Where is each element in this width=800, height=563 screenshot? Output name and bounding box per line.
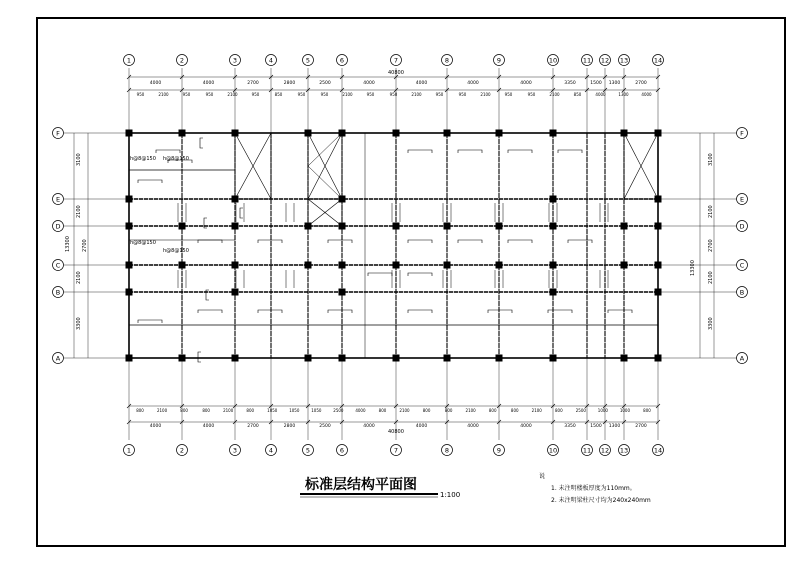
grid-bubble-bottom: 6 — [339, 446, 345, 455]
grid-bubble-bottom: 4 — [268, 446, 274, 455]
column — [655, 355, 662, 362]
rebar-mark — [408, 273, 432, 276]
bottom-segment-dim: 1000 — [619, 408, 631, 413]
grid-bubble-left: D — [55, 222, 61, 231]
column — [550, 262, 557, 269]
bottom-segment-dim: 1050 — [289, 408, 300, 413]
drawing-title: 标准层结构平面图 — [305, 477, 417, 493]
rebar-mark — [408, 150, 432, 153]
grid-bubble-right: F — [740, 129, 744, 138]
column — [126, 196, 133, 203]
top-segment-dim: 2100 — [227, 92, 238, 97]
bottom-segment-dim: 800 — [488, 408, 497, 413]
column — [496, 130, 503, 137]
column — [655, 289, 662, 296]
grid-bubble-top: 2 — [179, 56, 185, 65]
plan-details — [138, 133, 658, 362]
grid-bubble-right: B — [739, 288, 745, 297]
grid-bubble-left: C — [55, 261, 61, 270]
drawing-frame — [37, 18, 785, 546]
bottom-segment-dim: 800 — [378, 408, 387, 413]
bottom-segment-dim: 800 — [444, 408, 453, 413]
column — [444, 262, 451, 269]
column — [126, 355, 133, 362]
grid-bubble-bottom: 1 — [126, 446, 132, 455]
bottom-bay-dim: 2800 — [283, 424, 296, 429]
grid-bubbles — [53, 55, 748, 456]
note-1: 1. 未注明楼板厚度为110mm。 — [551, 485, 636, 492]
rebar-mark — [198, 240, 222, 243]
top-bay-dim: 2800 — [283, 81, 296, 86]
rebar-mark — [138, 180, 162, 183]
bottom-segment-dim: 800 — [136, 408, 144, 413]
left-row-dim: 3100 — [76, 153, 82, 166]
bottom-segment-dim: 1050 — [267, 408, 278, 413]
column — [444, 355, 451, 362]
bottom-segment-dim: 800 — [422, 408, 431, 413]
column — [621, 262, 628, 269]
bracket-mark — [200, 138, 203, 148]
rebar-mark — [558, 150, 582, 153]
top-segment-dim: 2100 — [342, 92, 353, 97]
bottom-segment-dim: 800 — [554, 408, 563, 413]
column — [496, 355, 503, 362]
top-bay-dim: 1300 — [608, 81, 621, 86]
bracket-mark — [240, 208, 243, 218]
rebar-mark — [408, 310, 432, 313]
top-segment-dim: 950 — [504, 92, 513, 97]
column — [655, 262, 662, 269]
bottom-segment-dim: 800 — [202, 408, 210, 413]
column — [232, 355, 239, 362]
grid-bubble-bottom: 8 — [444, 446, 450, 455]
top-segment-dim: 2100 — [480, 92, 491, 97]
column — [305, 262, 312, 269]
rebar-mark — [568, 240, 592, 243]
column — [232, 262, 239, 269]
column — [550, 223, 557, 230]
grid-bubble-bottom: 2 — [179, 446, 185, 455]
top-bay-dim: 1500 — [590, 81, 602, 86]
top-segment-dim: 850 — [573, 92, 582, 97]
rebar-mark — [508, 240, 532, 243]
rebar-mark — [508, 150, 532, 153]
top-segment-dim: 950 — [205, 92, 214, 97]
grid-bubble-top: 12 — [600, 56, 610, 65]
top-segment-dim: 950 — [182, 92, 191, 97]
top-segment-dim: 4000 — [595, 92, 606, 97]
grid-bubble-top: 14 — [653, 56, 663, 65]
top-segment-dim: 1300 — [618, 92, 629, 97]
top-segment-dim: 2100 — [411, 92, 422, 97]
bottom-bay-dim: 4000 — [520, 424, 532, 429]
bottom-bay-dim: 3350 — [564, 424, 576, 429]
left-row-dim: 2100 — [76, 271, 82, 284]
bottom-segment-dim: 1050 — [311, 408, 322, 413]
rebar-mark — [258, 240, 282, 243]
column — [550, 196, 557, 203]
column — [496, 262, 503, 269]
top-bay-dim: 4000 — [363, 81, 375, 86]
rebar-mark — [488, 310, 512, 313]
top-bay-dim: 2700 — [635, 81, 647, 86]
bottom-bay-dim: 4000 — [415, 424, 428, 429]
bottom-segment-dim: 800 — [246, 408, 255, 413]
left-row-dim: 2100 — [76, 205, 82, 218]
column — [126, 130, 133, 137]
rebar-mark — [608, 310, 632, 313]
top-segment-dim: 950 — [458, 92, 467, 97]
column — [305, 355, 312, 362]
grid-bubble-top: 1 — [126, 56, 132, 65]
column — [393, 223, 400, 230]
grid-bubble-left: E — [55, 195, 61, 204]
grid-bubble-bottom: 9 — [496, 446, 502, 455]
bottom-bay-dim: 4000 — [202, 424, 215, 429]
rebar-mark — [458, 240, 482, 243]
column — [444, 223, 451, 230]
column — [621, 355, 628, 362]
top-bay-dim: 4000 — [415, 81, 428, 86]
right-row-dim: 2100 — [708, 205, 714, 218]
grid-bubble-bottom: 12 — [600, 446, 610, 455]
rebar-mark — [548, 310, 572, 313]
grid-bubble-right: E — [739, 195, 745, 204]
grid-bubble-bottom: 11 — [582, 446, 592, 455]
bottom-segment-dim: 800 — [510, 408, 519, 413]
grid-bubble-bottom: 10 — [548, 446, 558, 455]
column — [232, 289, 239, 296]
left-row-dim: 2700 — [82, 239, 88, 252]
bottom-segment-dim: 1000 — [597, 408, 608, 413]
top-segment-dim: 950 — [366, 92, 375, 97]
rebar-mark — [368, 273, 392, 276]
grid-bubble-top: 6 — [339, 56, 345, 65]
bottom-segment-dim: 2100 — [465, 408, 476, 413]
rebar-mark — [328, 240, 352, 243]
bottom-total-dim: 40800 — [388, 429, 404, 435]
right-row-dim: 2700 — [708, 239, 714, 252]
grid-bubble-top: 10 — [548, 56, 558, 65]
beams — [129, 133, 658, 358]
bottom-segment-dim: 800 — [643, 408, 651, 413]
bottom-segment-dim: 2100 — [223, 408, 234, 413]
drawing-scale: 1:100 — [440, 491, 461, 499]
grid-bubble-right: D — [739, 222, 745, 231]
top-bay-dim: 4000 — [149, 81, 162, 86]
bottom-bay-dim: 4000 — [149, 424, 162, 429]
rebar-mark — [198, 310, 222, 313]
bottom-bay-dim: 4000 — [363, 424, 375, 429]
column — [339, 262, 346, 269]
top-segment-dim: 950 — [389, 92, 398, 97]
rebar-mark — [408, 240, 432, 243]
grid-bubble-bottom: 7 — [393, 446, 399, 455]
top-bay-dim: 2700 — [247, 81, 259, 86]
column — [232, 223, 239, 230]
top-segment-dim: 2100 — [549, 92, 560, 97]
right-total-dim: 13300 — [690, 260, 696, 276]
top-segment-dim: 950 — [320, 92, 329, 97]
column — [393, 262, 400, 269]
bottom-segment-dim: 2100 — [156, 408, 168, 413]
bottom-segment-dim: 2100 — [531, 408, 542, 413]
grid-lines — [64, 68, 737, 440]
column — [179, 223, 186, 230]
grid-bubble-bottom: 14 — [653, 446, 663, 455]
top-bay-dim: 4000 — [467, 81, 479, 86]
top-segment-dim: 950 — [435, 92, 444, 97]
outer-wall — [129, 133, 658, 358]
top-segment-dim: 4000 — [641, 92, 652, 97]
left-row-dim: 3300 — [76, 317, 82, 330]
column — [179, 355, 186, 362]
column — [550, 130, 557, 137]
column — [179, 262, 186, 269]
top-bay-dim: 3350 — [564, 81, 576, 86]
rebar-mark — [258, 310, 282, 313]
column — [621, 223, 628, 230]
column — [550, 355, 557, 362]
bottom-segment-dim: 2500 — [575, 408, 586, 413]
bottom-bay-dim: 2700 — [247, 424, 259, 429]
slab-label: h@8@150 — [163, 156, 189, 162]
top-segment-dim: 2100 — [158, 92, 169, 97]
bottom-bay-dim: 2500 — [319, 424, 331, 429]
bottom-bay-dim: 1300 — [608, 424, 621, 429]
shaft-cross — [308, 166, 342, 199]
bracket-mark — [198, 352, 201, 362]
top-segment-dim: 950 — [297, 92, 306, 97]
bottom-segment-dim: 2500 — [333, 408, 344, 413]
slab-label: h@8@150 — [130, 156, 156, 162]
note-2: 2. 未注明梁柱尺寸均为240x240mm — [551, 497, 651, 504]
column — [179, 130, 186, 137]
grid-bubble-left: A — [55, 354, 61, 363]
top-bay-dim: 4000 — [202, 81, 215, 86]
column — [126, 262, 133, 269]
top-segment-dim: 850 — [274, 92, 283, 97]
rebar-mark — [156, 150, 180, 153]
top-segment-dim: 950 — [251, 92, 260, 97]
grid-bubble-top: 9 — [496, 56, 502, 65]
grid-bubble-top: 5 — [305, 56, 311, 65]
grid-bubble-top: 13 — [619, 56, 629, 65]
column — [126, 289, 133, 296]
column — [339, 355, 346, 362]
grid-bubble-bottom: 5 — [305, 446, 311, 455]
grid-bubble-left: B — [55, 288, 61, 297]
grid-bubble-bottom: 3 — [232, 446, 238, 455]
column — [550, 289, 557, 296]
grid-bubble-top: 8 — [444, 56, 450, 65]
grid-bubble-right: C — [739, 261, 745, 270]
grid-bubble-left: F — [56, 129, 60, 138]
right-row-dim: 3100 — [708, 153, 714, 166]
bottom-segment-dim: 800 — [180, 408, 188, 413]
column — [339, 289, 346, 296]
right-row-dim: 3300 — [708, 317, 714, 330]
bottom-segment-dim: 4000 — [355, 408, 366, 413]
grid-bubble-top: 3 — [232, 56, 238, 65]
slab-label: h@8@150 — [130, 240, 156, 246]
top-total-dim: 40800 — [388, 70, 404, 76]
structural-columns — [126, 130, 662, 362]
grid-bubble-top: 11 — [582, 56, 592, 65]
grid-bubble-top: 7 — [393, 56, 399, 65]
column — [126, 223, 133, 230]
top-segment-dim: 950 — [527, 92, 536, 97]
grid-bubble-top: 4 — [268, 56, 274, 65]
rebar-mark — [328, 310, 352, 313]
column — [444, 130, 451, 137]
left-total-dim: 13300 — [65, 236, 71, 252]
column — [393, 130, 400, 137]
column — [393, 355, 400, 362]
bottom-segment-dim: 2100 — [399, 408, 410, 413]
shaft-cross — [308, 133, 342, 166]
column — [655, 223, 662, 230]
rebar-mark — [458, 150, 482, 153]
rebar-mark — [138, 320, 162, 323]
bottom-bay-dim: 1500 — [590, 424, 602, 429]
notes-header: 说 — [539, 473, 546, 480]
bottom-bay-dim: 4000 — [467, 424, 479, 429]
grid-bubble-bottom: 13 — [619, 446, 629, 455]
column — [496, 223, 503, 230]
bottom-bay-dim: 2700 — [635, 424, 647, 429]
top-bay-dim: 2500 — [319, 81, 331, 86]
slab-label: h@8@150 — [163, 248, 189, 254]
top-segment-dim: 950 — [136, 92, 145, 97]
right-row-dim: 2100 — [708, 271, 714, 284]
top-bay-dim: 4000 — [520, 81, 532, 86]
grid-bubble-right: A — [739, 354, 745, 363]
